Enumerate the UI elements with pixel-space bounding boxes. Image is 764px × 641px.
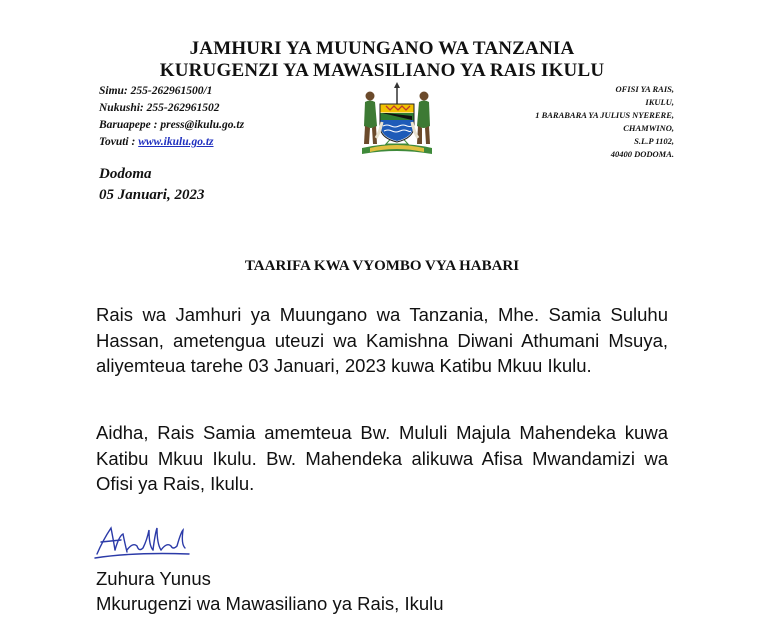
email-value: press@ikulu.go.tz bbox=[160, 119, 245, 131]
coat-of-arms-icon bbox=[356, 82, 438, 158]
email-label: Baruapepe : bbox=[99, 119, 161, 131]
paragraph-1: Rais wa Jamhuri ya Muungano wa Tanzania, Mhe. Samia Suluhu Hassan, ametengua uteuzi wa Kamishna Diwani Athumani Msuya, aliyemteua tarehe 03 Januari, 2023 kuwa Katibu Mkuu Ikulu. bbox=[96, 304, 668, 376]
letterhead-line-2: KURUGENZI YA MAWASILIANO YA RAIS IKULU bbox=[159, 60, 605, 81]
website-label: Tovuti : bbox=[99, 136, 139, 148]
website-line bbox=[99, 134, 244, 151]
address-line: CHAMWINO, bbox=[623, 123, 674, 133]
office-address bbox=[454, 83, 674, 161]
paragraph-2: Aidha, Rais Samia amemteua Bw. Mululi Majula Mahendeka kuwa Katibu Mkuu Ikulu. Bw. Mahendeka alikuwa Afisa Mwandamizi wa Ofisi ya Rais, Ikulu. bbox=[96, 422, 668, 494]
document-heading: TAARIFA KWA VYOMBO VYA HABARI bbox=[244, 258, 520, 274]
signatory-name: Zuhura Yunus bbox=[96, 568, 211, 589]
dateline bbox=[99, 164, 204, 206]
address-line: 40400 DODOMA. bbox=[610, 149, 674, 159]
address-line: 1 BARABARA YA JULIUS NYERERE, bbox=[535, 110, 674, 120]
signatory-title: Mkurugenzi wa Mawasiliano ya Rais, Ikulu bbox=[96, 593, 444, 614]
contact-block bbox=[99, 83, 244, 151]
letterhead-line-1: JAMHURI YA MUUNGANO WA TANZANIA bbox=[189, 38, 575, 59]
place-name: Dodoma bbox=[99, 166, 152, 182]
letter-date: 05 Januari, 2023 bbox=[99, 187, 205, 203]
address-line: IKULU, bbox=[645, 97, 674, 107]
website-link[interactable]: www.ikulu.go.tz bbox=[138, 136, 214, 148]
address-line: OFISI YA RAIS, bbox=[615, 84, 674, 94]
handwritten-signature-icon bbox=[93, 520, 193, 562]
fax-number: Nukushi: 255-262961502 bbox=[99, 102, 220, 114]
phone-number: Simu: 255-262961500/1 bbox=[99, 85, 213, 97]
email-line bbox=[99, 117, 244, 134]
address-line: S.L.P 1102, bbox=[634, 136, 674, 146]
signatory-block bbox=[96, 566, 444, 616]
